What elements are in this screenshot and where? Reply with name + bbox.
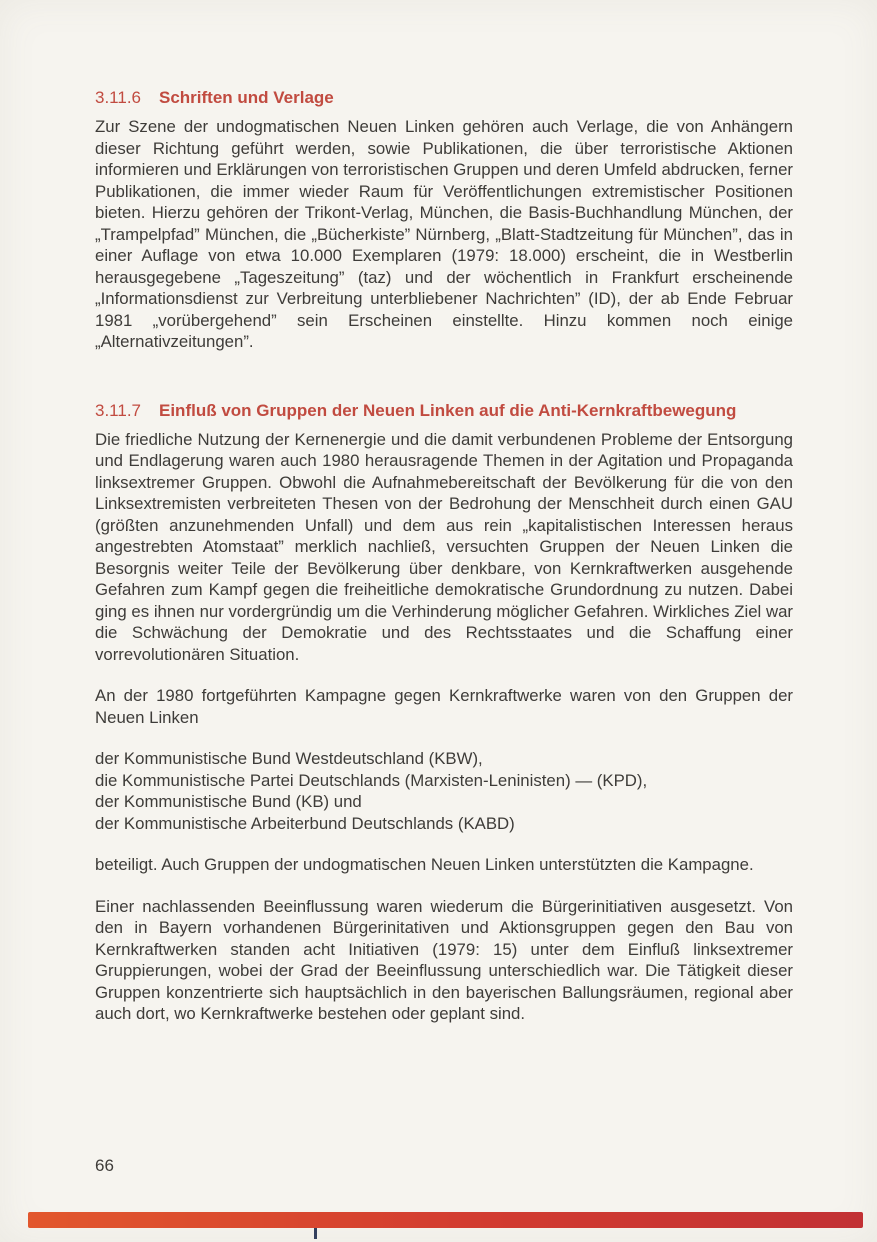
section-title: Schriften und Verlage [159, 88, 334, 107]
section-einfluss-anti-kernkraftbewegung [95, 399, 793, 1025]
list-item: der Kommunistische Bund (KB) und [95, 792, 362, 811]
paragraph: Einer nachlassenden Beeinflussung waren wiederum die Bürgerinitiativen ausgesetzt. Von den in Bayern vorhandenen Bürgerinitativen und Aktionsgruppen gegen den Bau von Kernkraftwerken standen acht Initiativen (1979: 15) unter dem Einfluß linksextremer Gruppierungen, wobei der Grad der Beeinflussung unterschiedlich war. Die Tätigkeit dieser Gruppen konzentrierte sich hauptsächlich in den bayerischen Ballungsräumen, regional aber auch dort, wo Kernkraftwerke bestehen oder geplant sind. [95, 896, 793, 1023]
footer-color-bar [28, 1212, 863, 1228]
section-schriften-und-verlage [95, 86, 793, 353]
groups-list [95, 748, 793, 834]
paragraph: beteiligt. Auch Gruppen der undogmatischen Neuen Linken unterstützten die Kampagne. [95, 855, 754, 874]
page-content [95, 86, 793, 1045]
footer-tick-mark [314, 1228, 317, 1239]
section-number: 3.11.6 [95, 88, 142, 107]
paragraph: Zur Szene der undogmatischen Neuen Linken gehören auch Verlage, die von Anhängern dieser Richtung geführt werden, sowie Publikationen, die über terroristische Aktionen informieren und Erklärungen von terroristischen Gruppen und deren Umfeld abdrucken, ferner Publikationen, die immer wieder Raum für Veröffentlichungen extremistischer Positionen bieten. Hierzu gehören der Trikont-Verlag, München, die Basis-Buchhandlung München, der „Trampelpfad” München, die „Bücherkiste” Nürnberg, „Blatt-Stadtzeitung für München”, das in einer Auflage von etwa 10.000 Exemplaren (1979: 18.000) erscheint, die in Westberlin herausgegebene „Tageszeitung” (taz) und der wöchentlich in Frankfurt erscheinende „Informationsdienst zur Verbreitung unterbliebener Nachrichten” (ID), der ab Ende Februar 1981 „vorübergehend” sein Erscheinen einstellte. Hinzu kommen noch einige „Alternativzeitungen”. [95, 117, 793, 351]
list-item: der Kommunistische Bund Westdeutschland (KBW), [95, 749, 483, 768]
list-item: der Kommunistische Arbeiterbund Deutschlands (KABD) [95, 813, 515, 833]
list-item: die Kommunistische Partei Deutschlands (Marxisten-Leninisten) — (KPD), [95, 770, 648, 790]
section-title: Einfluß von Gruppen der Neuen Linken auf die Anti-Kernkraftbewegung [159, 400, 737, 420]
page-number: 66 [95, 1156, 114, 1175]
section-number: 3.11.7 [95, 400, 142, 420]
paragraph: An der 1980 fortgeführten Kampagne gegen Kernkraftwerke waren von den Gruppen der Neuen Linken [95, 686, 793, 727]
section-heading [95, 399, 793, 422]
paragraph: Die friedliche Nutzung der Kernenergie und die damit verbundenen Probleme der Entsorgung und Endlagerung waren auch 1980 herausragende Themen in der Agitation und Propaganda linksextremer Gruppen. Obwohl die Aufnahmebereitschaft der Bevölkerung für die von den Linksextremisten verbreiteten Thesen von der Bedrohung der Menschheit durch einen GAU (größten anzunehmenden Unfall) und dem aus rein „kapitalistischen Interessen heraus angestrebten Atomstaat” merklich nachließ, versuchten Gruppen der Neuen Linken die Besorgnis weiter Teile der Bevölkerung über denkbare, von Kernkraftwerken ausgehende Gefahren zum Kampf gegen die freiheitliche demokratische Grundordnung zu nutzen. Dabei ging es ihnen nur vordergründig um die Verhinderung möglicher Gefahren. Wirkliches Ziel war die Schwächung der Demokratie und des Rechtsstaates und die Schaffung einer vorrevolutionären Situation. [95, 429, 793, 664]
section-heading [95, 86, 793, 109]
